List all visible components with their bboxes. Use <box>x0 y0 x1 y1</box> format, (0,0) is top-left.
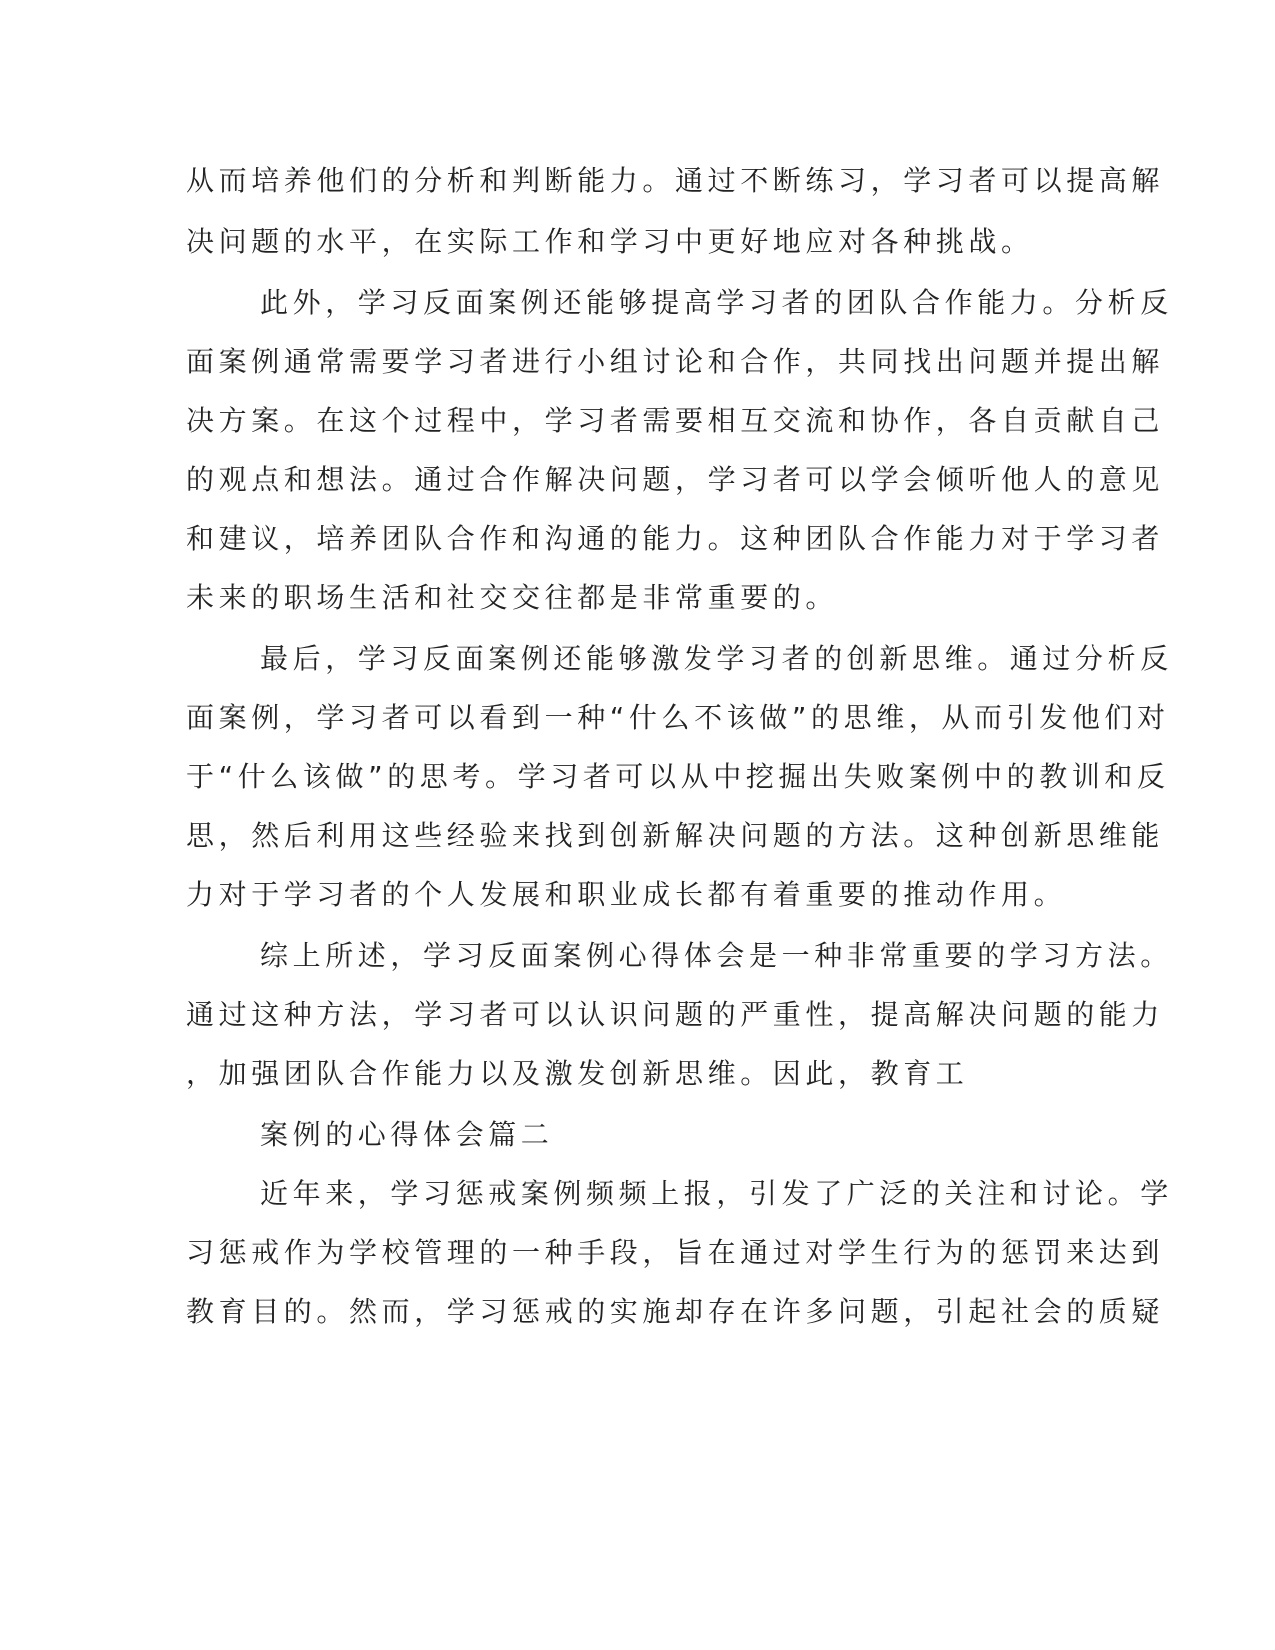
paragraph-4-line-1: 综上所述，学习反面案例心得体会是一种非常重要的学习方法。 <box>260 939 1173 972</box>
paragraph-3-line-4: 思，然后利用这些经验来找到创新解决问题的方法。这种创新思维能 <box>186 819 1165 852</box>
paragraph-2-line-6: 未来的职场生活和社交交往都是非常重要的。 <box>186 581 839 614</box>
paragraph-3-line-1: 最后，学习反面案例还能够激发学习者的创新思维。通过分析反 <box>260 642 1173 675</box>
section-heading: 案例的心得体会篇二 <box>260 1118 554 1151</box>
paragraph-1-line-1: 从而培养他们的分析和判断能力。通过不断练习，学习者可以提高解 <box>186 164 1165 197</box>
paragraph-2-line-3: 决方案。在这个过程中，学习者需要相互交流和协作，各自贡献自己 <box>186 404 1165 437</box>
paragraph-2-line-4: 的观点和想法。通过合作解决问题，学习者可以学会倾听他人的意见 <box>186 463 1165 496</box>
paragraph-3-line-3: 于“什么该做”的思考。学习者可以从中挖掘出失败案例中的教训和反 <box>186 760 1170 793</box>
paragraph-1-line-2: 决问题的水平，在实际工作和学习中更好地应对各种挑战。 <box>186 225 1034 258</box>
paragraph-3-line-5: 力对于学习者的个人发展和职业成长都有着重要的推动作用。 <box>186 878 1067 911</box>
paragraph-5-line-2: 习惩戒作为学校管理的一种手段，旨在通过对学生行为的惩罚来达到 <box>186 1236 1165 1269</box>
paragraph-4-line-3: ，加强团队合作能力以及激发创新思维。因此，教育工 <box>186 1057 969 1090</box>
paragraph-2-line-1: 此外，学习反面案例还能够提高学习者的团队合作能力。分析反 <box>260 286 1173 319</box>
paragraph-2-line-2: 面案例通常需要学习者进行小组讨论和合作，共同找出问题并提出解 <box>186 345 1165 378</box>
paragraph-4-line-2: 通过这种方法，学习者可以认识问题的严重性，提高解决问题的能力 <box>186 998 1165 1031</box>
paragraph-5-line-1: 近年来，学习惩戒案例频频上报，引发了广泛的关注和讨论。学 <box>260 1177 1173 1210</box>
paragraph-2-line-5: 和建议，培养团队合作和沟通的能力。这种团队合作能力对于学习者 <box>186 522 1165 555</box>
paragraph-5-line-3: 教育目的。然而，学习惩戒的实施却存在许多问题，引起社会的质疑 <box>186 1295 1165 1328</box>
paragraph-3-line-2: 面案例，学习者可以看到一种“什么不该做”的思维，从而引发他们对 <box>186 701 1170 734</box>
